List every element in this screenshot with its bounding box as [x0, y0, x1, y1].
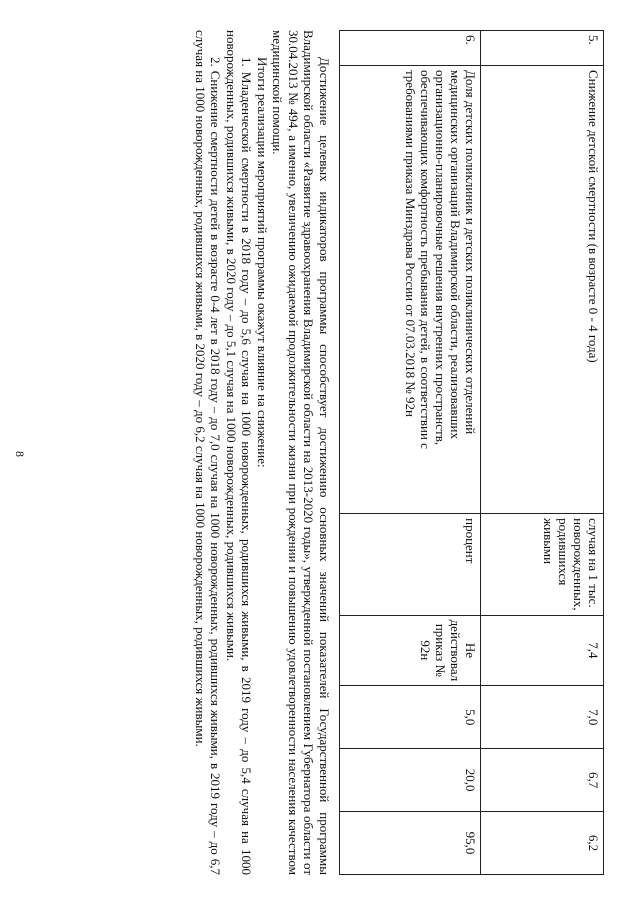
- value-cell: 5,0: [340, 686, 481, 749]
- indicators-table: [339, 30, 604, 875]
- paragraph: Достижение целевых индикаторов программы способствует достижению основных значений показателей Государственной программы Владимирской области «Развитие здравоохранения Владимирской области на 2013-2020 годы», утвержденной постановлением Губернатора области от 30.04.2013 № 494, а именно, увеличению ожидаемой продолжительности жизни при рождении и повышению удовлетворенности населения качеством медицинской помощи.: [270, 30, 332, 875]
- body-text: [193, 30, 333, 875]
- table-row: [481, 31, 604, 875]
- indicator-name: Доля детских поликлиник и детских поликлинических отделений медицинских организаций Владимирской области, реализовавших организационно-планировочные решения внутренних пространств, обеспечивающих комфортность пребывания детей, в соответствии с требованиями приказа Минздрава России от 07.03.2018 № 92н: [340, 65, 481, 513]
- paragraph: 2. Снижение смертности детей в возрасте 0-4 лет в 2018 году – до 7,0 случая на 1000 новорожденных, родившихся живыми, в 2019 году – до 6,7 случая на 1000 новорожденных, родившихся живыми, в 2020 году – до 6,2 случая на 1000 новорожденных, родившихся живыми.: [193, 30, 224, 875]
- rotated-page-content: [44, 30, 604, 890]
- table-row: [340, 31, 481, 875]
- value-cell: 6,7: [481, 749, 604, 812]
- page-number: 8: [13, 451, 27, 457]
- value-cell: Не действовал приказ № 92н: [340, 615, 481, 686]
- value-cell: 6,2: [481, 812, 604, 875]
- unit-cell: процент: [340, 514, 481, 615]
- row-number: 5.: [481, 31, 604, 66]
- row-number: 6.: [340, 31, 481, 66]
- unit-cell: случая на 1 тыс. новорожденных, родившихся живыми: [481, 514, 604, 615]
- paragraph: 1. Младенческой смертности в 2018 году – до 5,6 случая на 1000 новорожденных, родившихся живыми, в 2019 году – до 5,4 случая на 1000 новорожденных, родившихся живыми, в 2020 году – до 5,1 случая на 1000 новорожденных, родившихся живыми.: [224, 30, 255, 875]
- value-cell: 7,0: [481, 686, 604, 749]
- value-cell: 95,0: [340, 812, 481, 875]
- value-cell: 20,0: [340, 749, 481, 812]
- indicator-name: Снижение детской смертности (в возрасте 0 - 4 года): [481, 65, 604, 513]
- paragraph: Итоги реализации мероприятий программы окажут влияние на снижение:: [255, 57, 270, 468]
- value-cell: 7,4: [481, 615, 604, 686]
